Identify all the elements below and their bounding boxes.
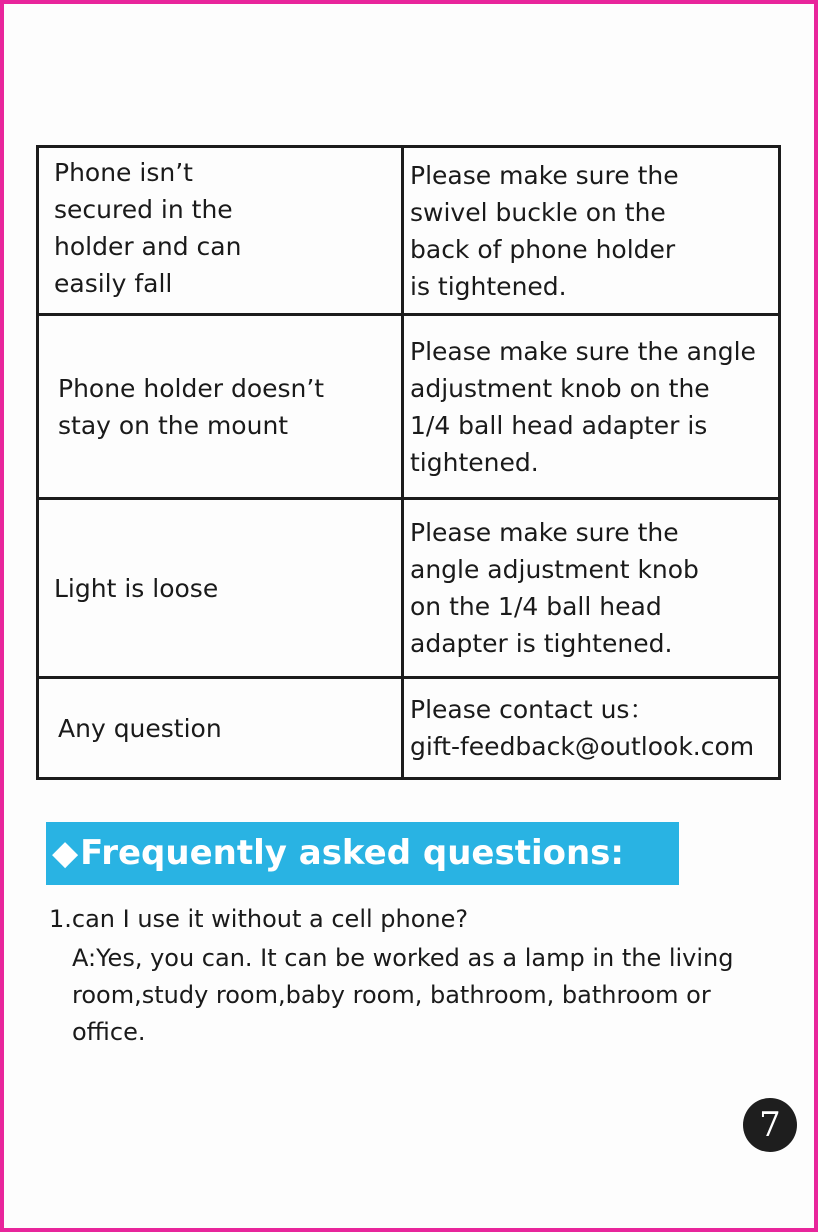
solution-cell xyxy=(403,315,780,499)
solution-cell xyxy=(403,678,780,779)
page-number-badge: 7 xyxy=(743,1098,797,1152)
diamond-icon: ◆ xyxy=(52,833,79,873)
troubleshooting-table xyxy=(36,145,781,780)
solution-text: Please make sure the swivel buckle on the back of phone holder is tightened. xyxy=(410,160,679,301)
problem-cell xyxy=(38,678,403,779)
problem-text: Phone holder doesn’t stay on the mount xyxy=(58,373,325,440)
problem-cell xyxy=(38,315,403,499)
problem-text: Phone isn’t secured in the holder and can easily fall xyxy=(54,157,242,298)
table-row xyxy=(38,499,780,678)
solution-text: Please contact us： gift-feedback@outlook.com xyxy=(410,695,755,761)
faq-question: 1.can I use it without a cell phone? xyxy=(49,905,469,933)
solution-cell xyxy=(403,499,780,678)
problem-text: Light is loose xyxy=(54,573,219,603)
faq-heading-banner xyxy=(46,822,679,885)
problem-cell xyxy=(38,147,403,315)
faq-heading: Frequently asked questions: xyxy=(80,833,625,873)
problem-cell xyxy=(38,499,403,678)
table-row xyxy=(38,315,780,499)
faq-answer: A:Yes, you can. It can be worked as a lamp in the living room,study room,baby room, bathroom, bathroom or office. xyxy=(72,944,734,1046)
solution-text: Please make sure the angle adjustment knob on the 1/4 ball head adapter is tightened. xyxy=(410,336,756,477)
table-row xyxy=(38,678,780,779)
table-row xyxy=(38,147,780,315)
problem-text: Any question xyxy=(58,713,222,743)
solution-cell xyxy=(403,147,780,315)
solution-text: Please make sure the angle adjustment knob on the 1/4 ball head adapter is tightened. xyxy=(410,518,699,658)
